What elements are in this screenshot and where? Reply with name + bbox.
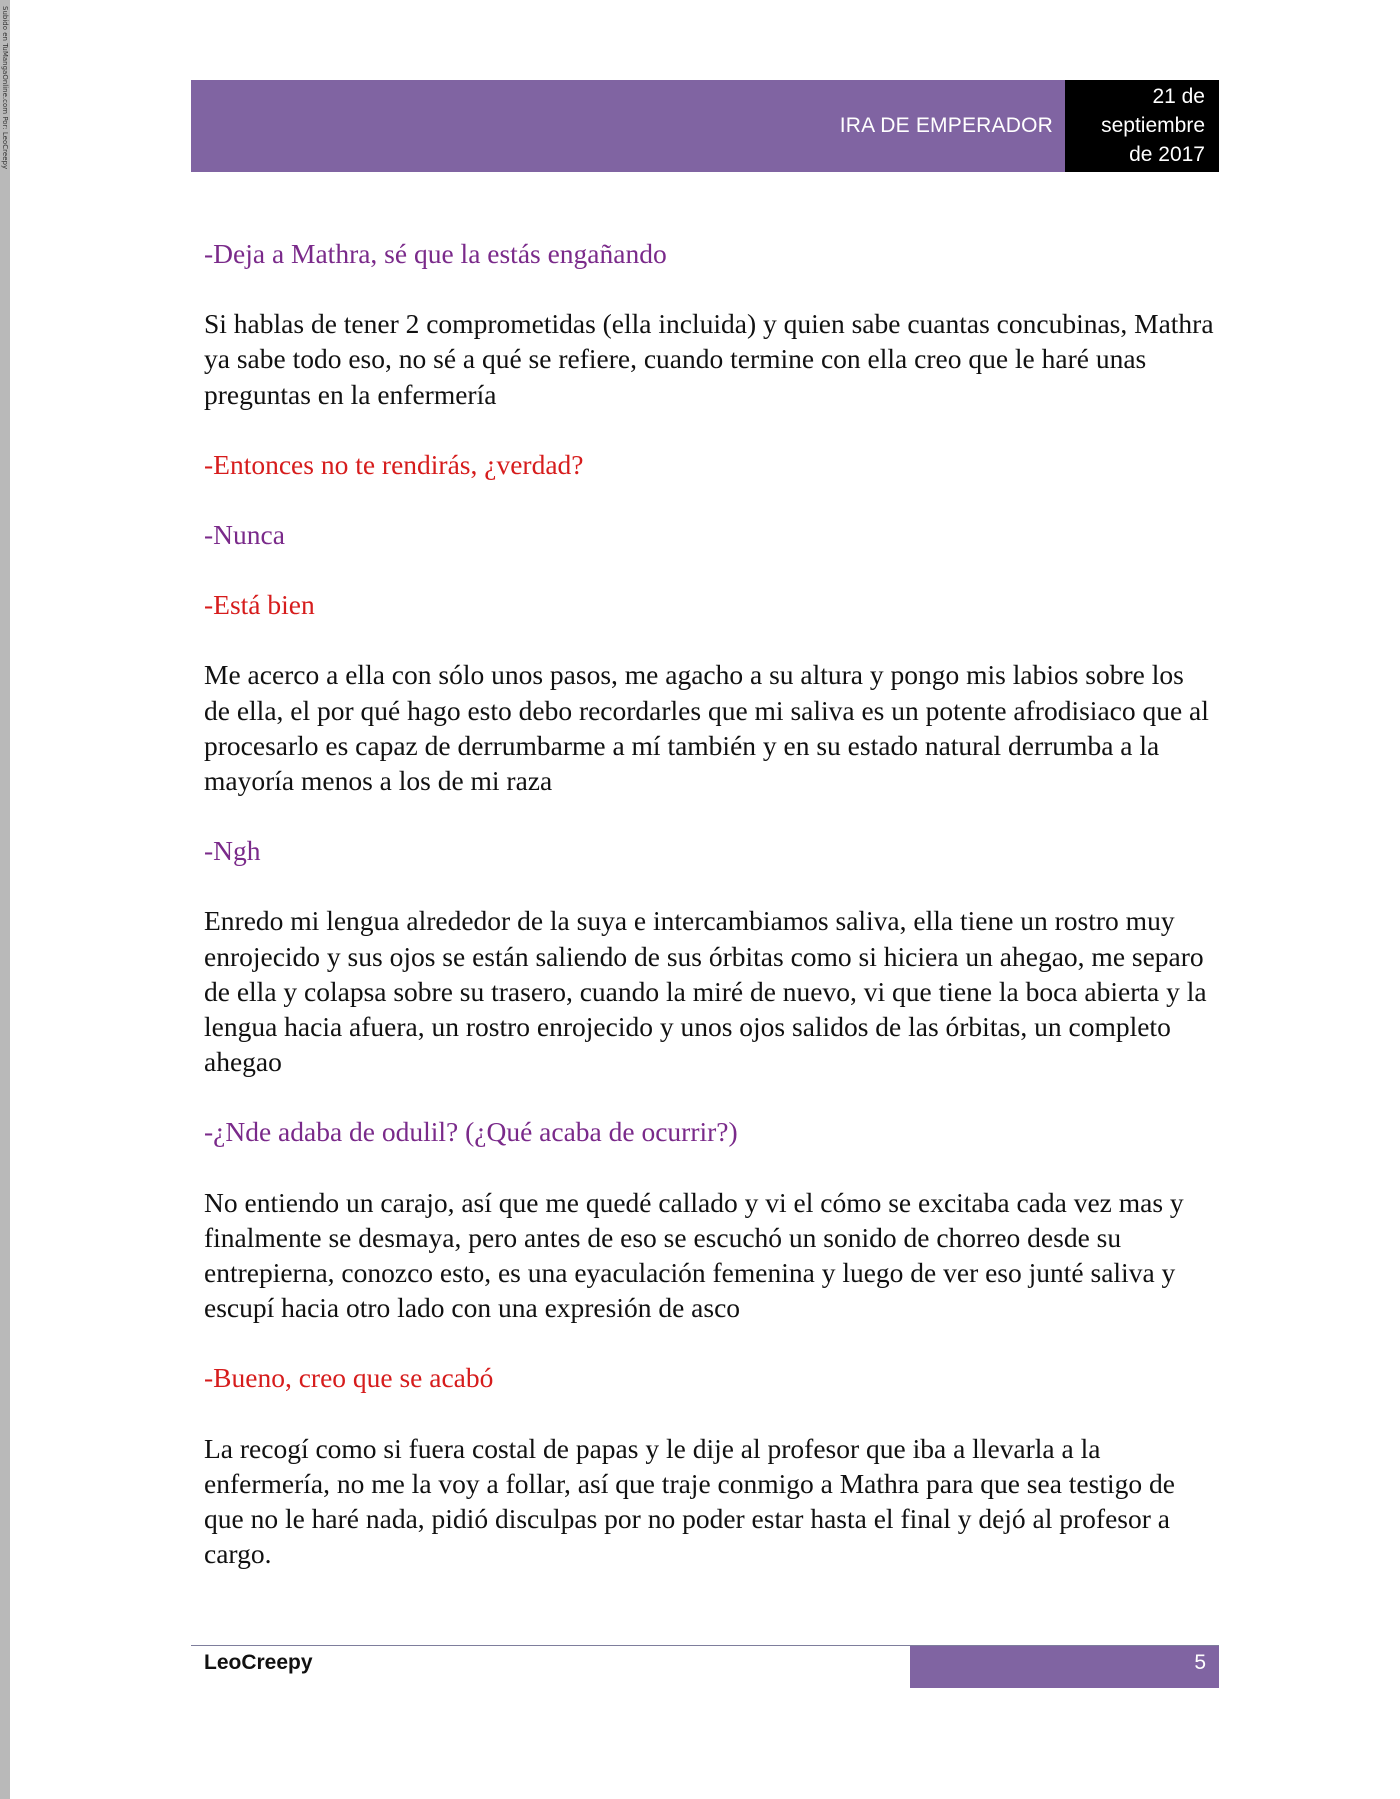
paragraph: Si hablas de tener 2 comprometidas (ella incluida) y quien sabe cuantas concubinas, Mathra ya sabe todo eso, no sé a qué se refiere, cuando termine con ella creo que le haré unas preguntas en la enfermería: [204, 308, 1214, 410]
header-date-box: [1065, 80, 1219, 172]
page-body: [204, 236, 1214, 1606]
date-line: septiembre: [1101, 114, 1205, 137]
date-line: 21 de: [1152, 85, 1205, 108]
footer-author: LeoCreepy: [204, 1651, 313, 1674]
page-footer: [191, 1645, 1219, 1689]
paragraph: Me acerco a ella con sólo unos pasos, me agacho a su altura y pongo mis labios sobre los de ella, el por qué hago esto debo recordarles que mi saliva es un potente afrodisiaco que al procesarlo es capaz de derrumbarme a mí también y en su estado natural derrumba a la mayoría menos a los de mi raza: [204, 659, 1209, 797]
paragraph: -Entonces no te rendirás, ¿verdad?: [204, 448, 584, 480]
paragraph: -Está bien: [204, 589, 315, 621]
paragraph: No entiendo un carajo, así que me quedé callado y vi el cómo se excitaba cada vez mas y finalmente se desmaya, pero antes de eso se escuchó un sonido de chorreo desde su entrepierna, conozco esto, es una eyaculación femenina y luego de ver eso junté saliva y escupí hacia otro lado con una expresión de asco: [204, 1186, 1184, 1324]
paragraph: -¿Nde adaba de odulil? (¿Qué acaba de ocurrir?): [204, 1116, 738, 1148]
paragraph: -Ngh: [204, 835, 261, 867]
paragraph: -Bueno, creo que se acabó: [204, 1362, 494, 1394]
date-line: de 2017: [1129, 143, 1205, 166]
paragraph: -Nunca: [204, 519, 285, 551]
document-title: IRA DE EMPERADOR: [839, 114, 1053, 137]
paragraph: La recogí como si fuera costal de papas y le dije al profesor que iba a llevarla a la enfermería, no me la voy a follar, así que traje conmigo a Mathra para que sea testigo de que no le haré nada, pidió disculpas por no poder estar hasta el final y dejó al profesor a cargo.: [204, 1432, 1175, 1570]
page-number: 5: [1194, 1651, 1206, 1674]
side-upload-note: Subido en TuMangaOnline.com Por: LeoCreepy: [1, 6, 9, 170]
paragraph: -Deja a Mathra, sé que la estás engañando: [204, 238, 667, 269]
header-title-box: [191, 80, 1065, 172]
page-number-box: [910, 1646, 1219, 1688]
paragraph: Enredo mi lengua alrededor de la suya e intercambiamos saliva, ella tiene un rostro muy enrojecido y sus ojos se están saliendo de sus órbitas como si hiciera un ahegao, me separo de ella y colapsa sobre su trasero, cuando la miré de nuevo, vi que tiene la boca abierta y la lengua hacia afuera, un rostro enrojecido y unos ojos salidos de las órbitas, un completo ahegao: [204, 905, 1207, 1078]
page-header: [191, 80, 1219, 172]
side-strip: [0, 0, 10, 1799]
